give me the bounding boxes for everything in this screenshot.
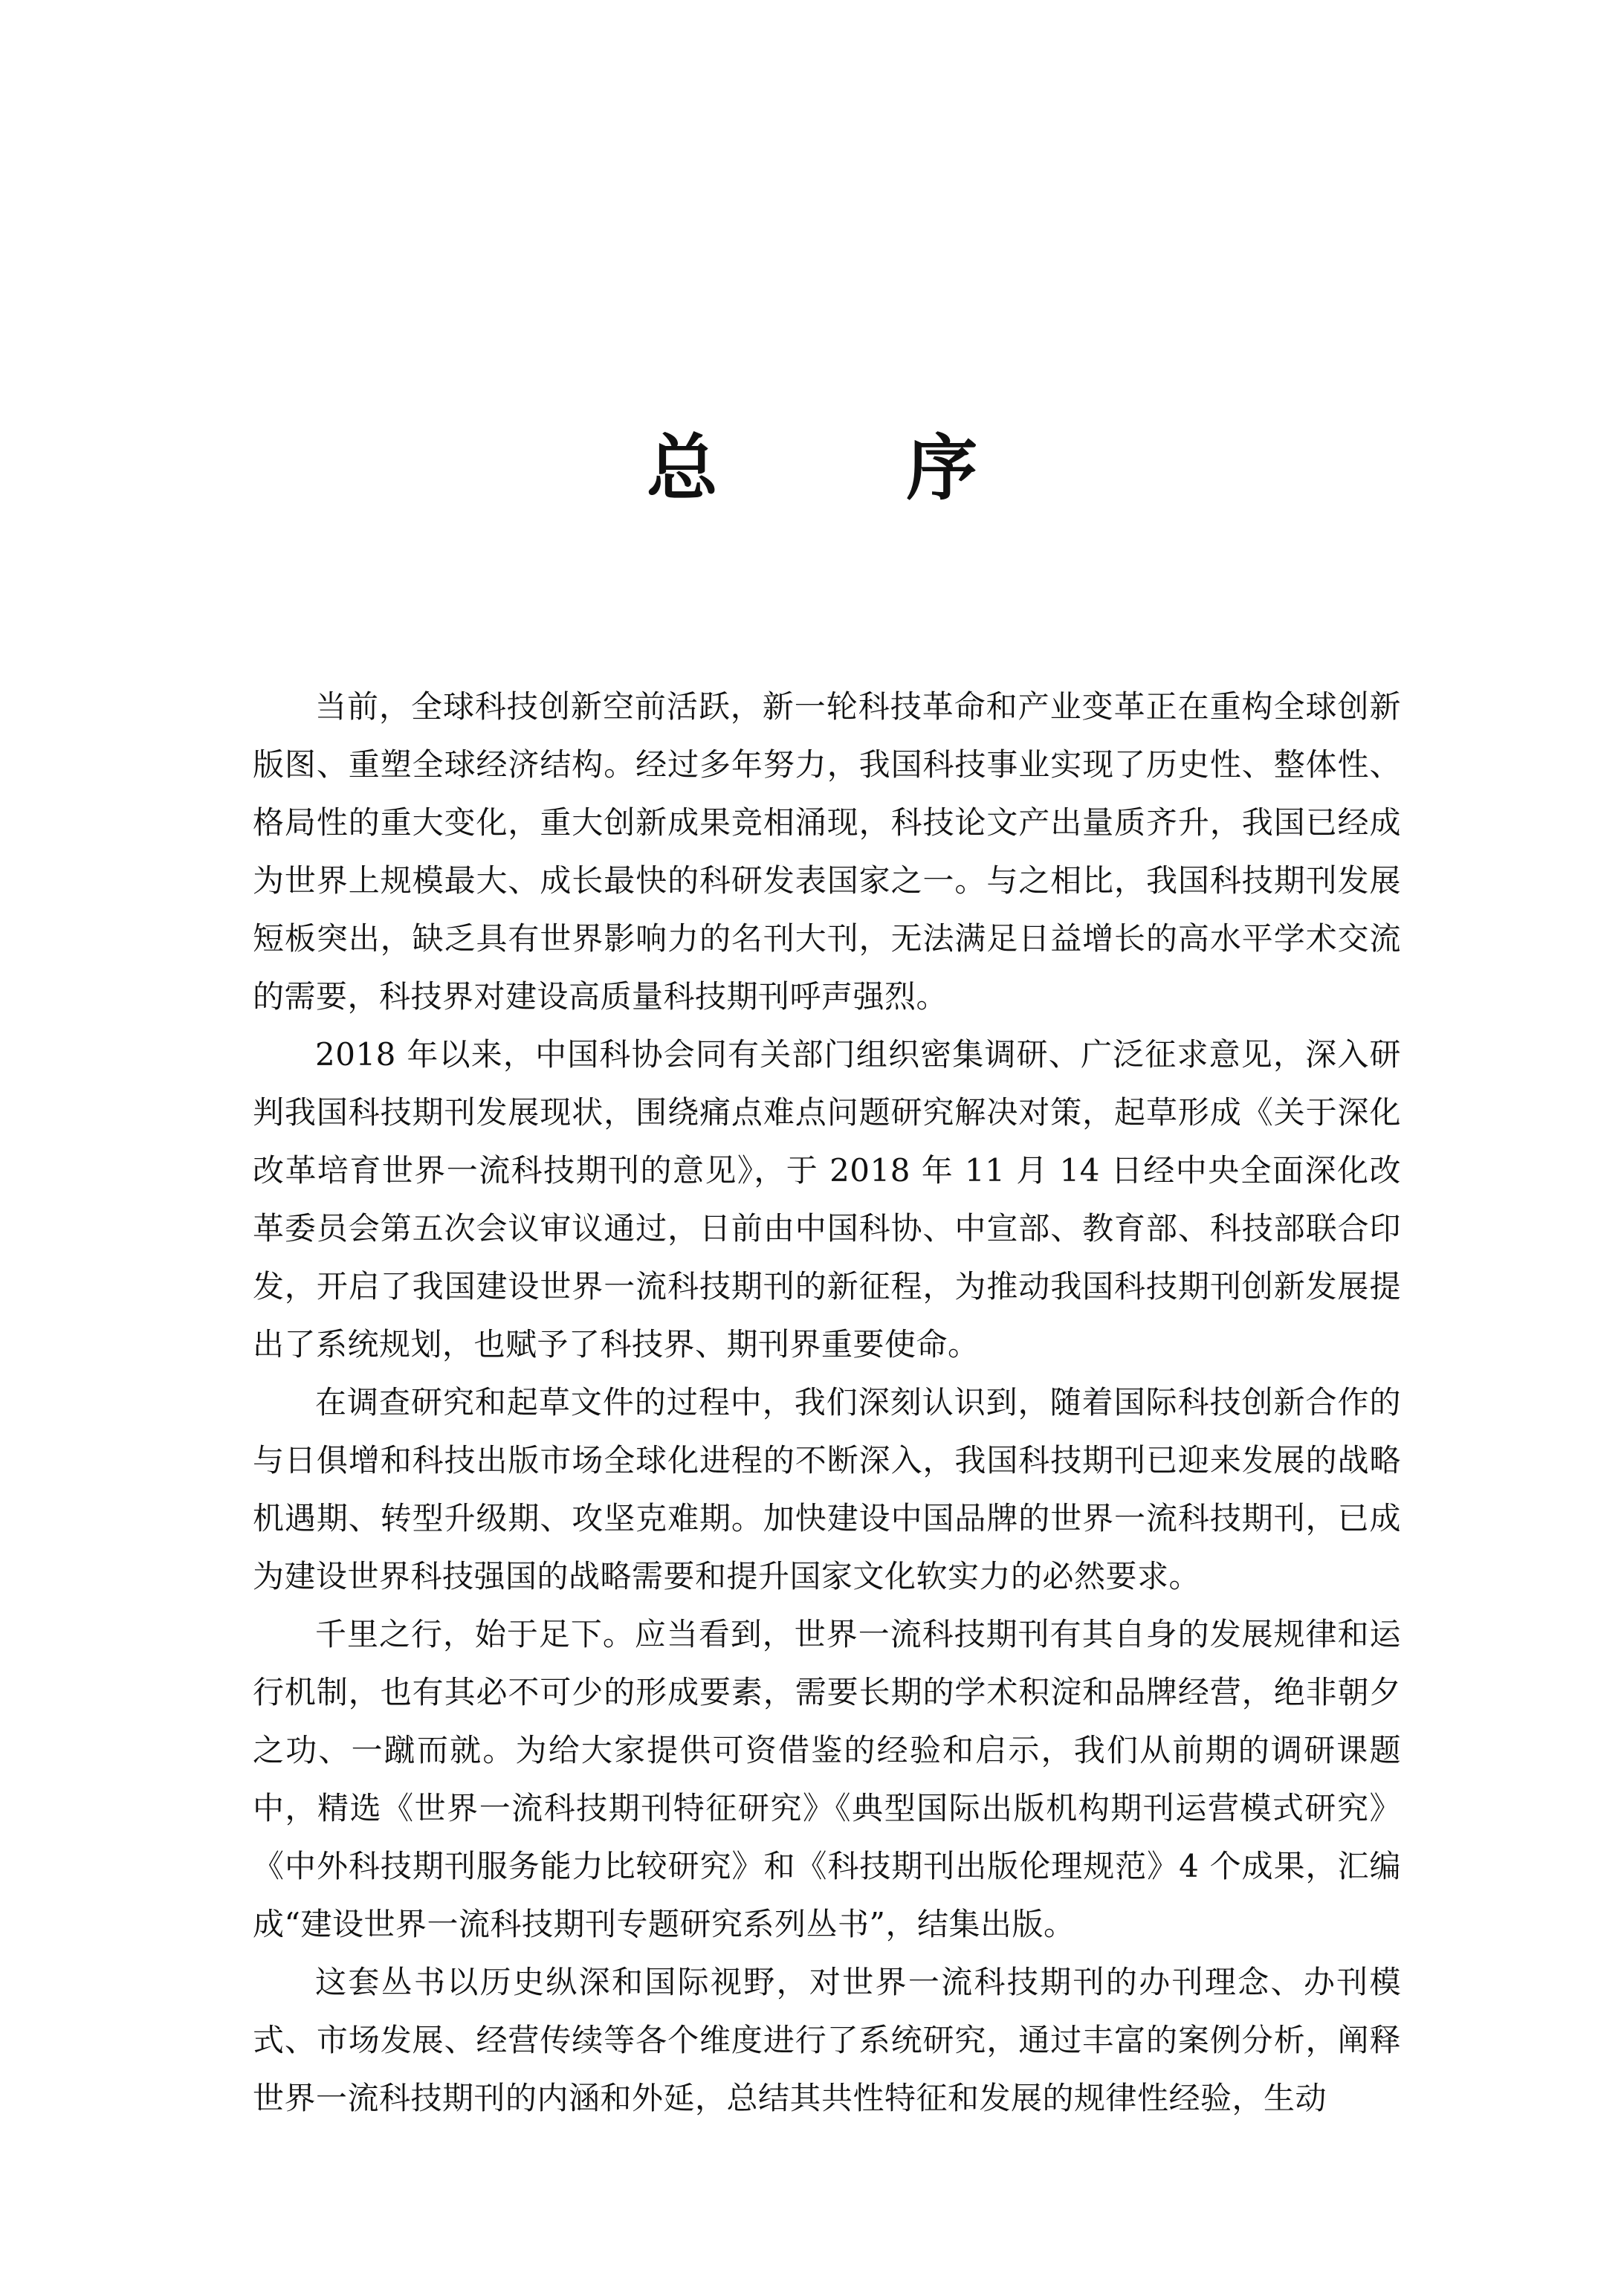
paragraph-1: 当前，全球科技创新空前活跃，新一轮科技革命和产业变革正在重构全球创新版图、重塑全球经济结构。经过多年努力，我国科技事业实现了历史性、整体性、格局性的重大变化，重大创新成果竞相涌现，科技论文产出量质齐升，我国已经成为世界上规模最大、成长最快的科研发表国家之一。与之相比，我国科技期刊发展短板突出，缺乏具有世界影响力的名刊大刊，无法满足日益增长的高水平学术交流的需要，科技界对建设高质量科技期刊呼声强烈。 bbox=[253, 688, 1401, 1015]
paragraph-2: 2018 年以来，中国科协会同有关部门组织密集调研、广泛征求意见，深入研判我国科技期刊发展现状，围绕痛点难点问题研究解决对策，起草形成《关于深化改革培育世界一流科技期刊的意见》，于 2018 年 11 月 14 日经中央全面深化改革委员会第五次会议审议通过，日前由中国科协、中宣部、教育部、科技部联合印发，开启了我国建设世界一流科技期刊的新征程，为推动我国科技期刊创新发展提出了系统规划，也赋予了科技界、期刊界重要使命。 bbox=[253, 1036, 1401, 1363]
body-text bbox=[253, 678, 1401, 2127]
paragraph-3: 在调查研究和起草文件的过程中，我们深刻认识到，随着国际科技创新合作的与日俱增和科技出版市场全球化进程的不断深入，我国科技期刊已迎来发展的战略机遇期、转型升级期、攻坚克难期。加快建设中国品牌的世界一流科技期刊，已成为建设世界科技强国的战略需要和提升国家文化软实力的必然要求。 bbox=[253, 1384, 1401, 1594]
paragraph-4: 千里之行，始于足下。应当看到，世界一流科技期刊有其自身的发展规律和运行机制，也有其必不可少的形成要素，需要长期的学术积淀和品牌经营，绝非朝夕之功、一蹴而就。为给大家提供可资借鉴的经验和启示，我们从前期的调研课题中，精选《世界一流科技期刊特征研究》《典型国际出版机构期刊运营模式研究》《中外科技期刊服务能力比较研究》和《科技期刊出版伦理规范》4 个成果，汇编成“建设世界一流科技期刊专题研究系列丛书”，结集出版。 bbox=[253, 1616, 1401, 1942]
page-title: 总 序 bbox=[646, 427, 1060, 510]
paragraph-5: 这套丛书以历史纵深和国际视野，对世界一流科技期刊的办刊理念、办刊模式、市场发展、经营传续等各个维度进行了系统研究，通过丰富的案例分析，阐释世界一流科技期刊的内涵和外延，总结其共性特征和发展的规律性经验，生动 bbox=[253, 1964, 1401, 2116]
